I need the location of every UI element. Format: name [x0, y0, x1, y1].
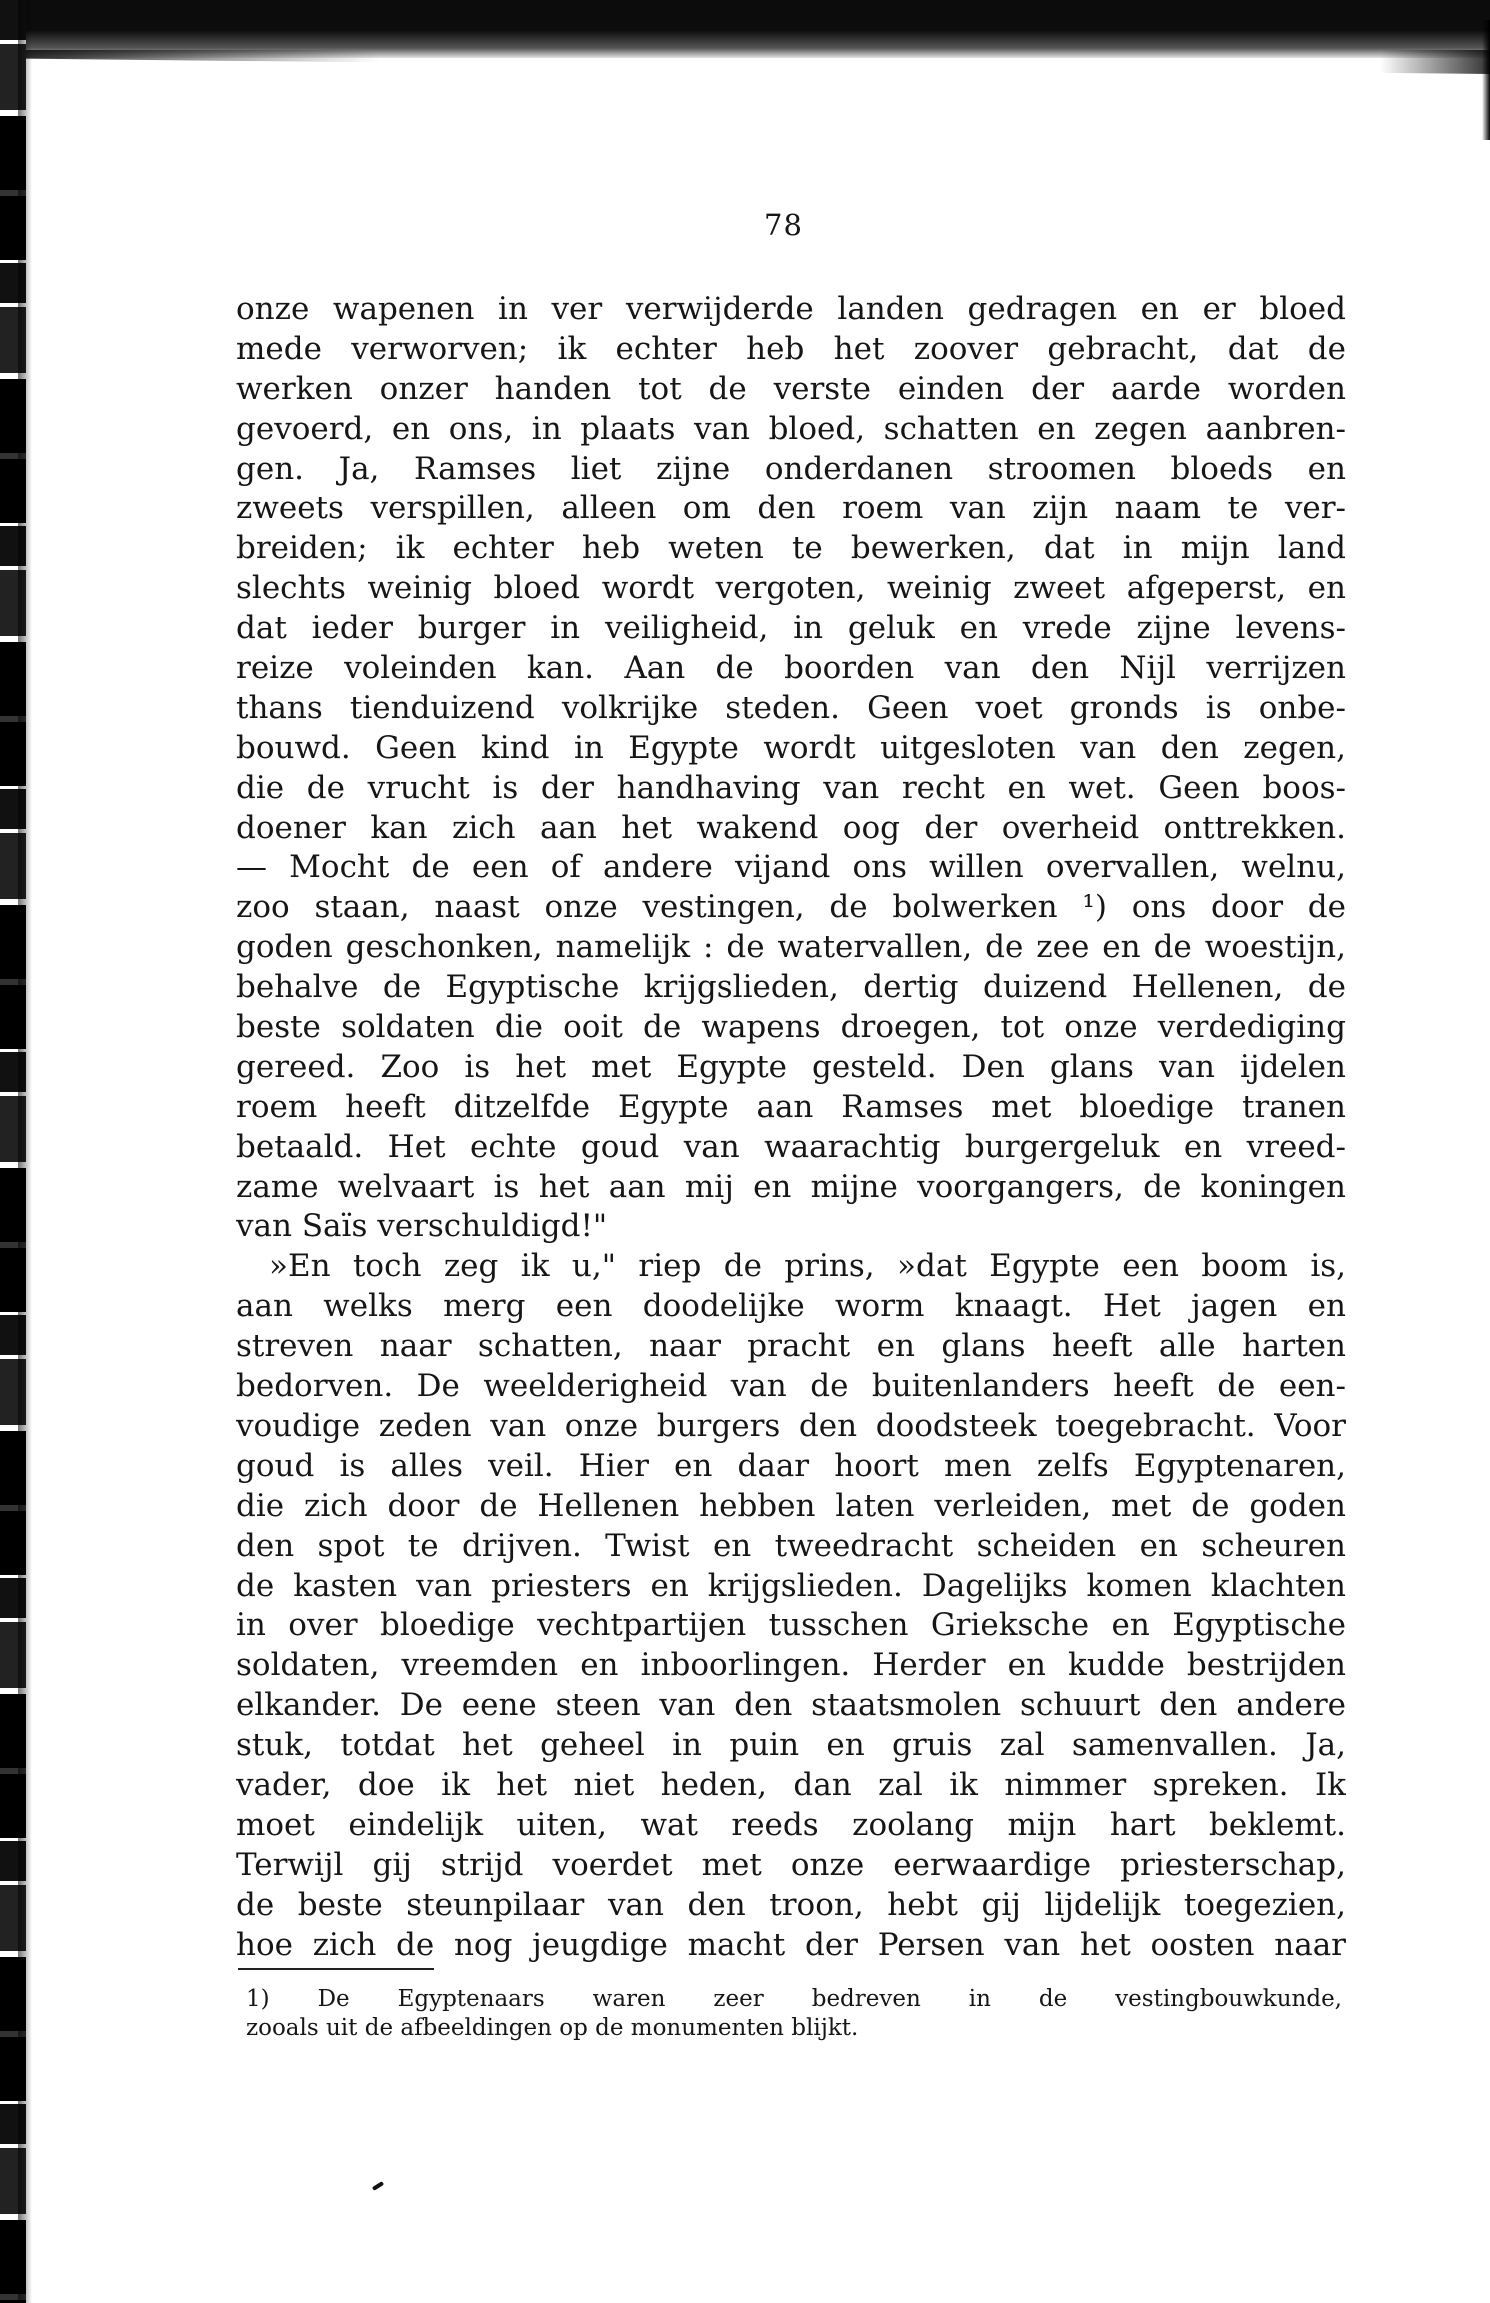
text-line: zame welvaart is het aan mij en mijne voorgangers, de koningen: [236, 1168, 1346, 1205]
text-line: breiden; ik echter heb weten te bewerken, dat in mijn land: [236, 530, 1346, 567]
text-line: slechts weinig bloed wordt vergoten, weinig zweet afgeperst, en: [236, 570, 1346, 607]
text-line: den spot te drijven. Twist en tweedracht scheiden en scheuren: [236, 1527, 1346, 1564]
text-line: »En toch zeg ik u," riep de prins, »dat Egypte een boom is,: [269, 1248, 1346, 1285]
text-line: roem heeft ditzelfde Egypte aan Ramses met bloedige tranen: [236, 1088, 1346, 1125]
text-line: thans tienduizend volkrijke steden. Geen voet gronds is onbe-: [236, 689, 1346, 726]
text-line: zweets verspillen, alleen om den roem van zijn naam te ver-: [236, 490, 1346, 527]
page-number: 78: [764, 208, 803, 242]
text-line: gereed. Zoo is het met Egypte gesteld. Den glans van ijdelen: [236, 1048, 1346, 1085]
text-line: behalve de Egyptische krijgslieden, dertig duizend Hellenen, de: [236, 969, 1346, 1006]
text-line: zoo staan, naast onze vestingen, de bolwerken ¹) ons door de: [236, 889, 1346, 926]
text-line: onze wapenen in ver verwijderde landen gedragen en er bloed: [236, 291, 1346, 327]
text-line: in over bloedige vechtpartijen tusschen Grieksche en Egyptische: [236, 1607, 1346, 1644]
footnote: [246, 1985, 1342, 2043]
text-line: werken onzer handen tot de verste einden der aarde worden: [236, 370, 1346, 407]
text-line: hoe zich de nog jeugdige macht der Persen van het oosten naar: [236, 1926, 1346, 1963]
text-line: goud is alles veil. Hier en daar hoort men zelfs Egyptenaren,: [236, 1447, 1346, 1484]
text-line: vader, doe ik het niet heden, dan zal ik nimmer spreken. Ik: [236, 1766, 1346, 1803]
text-line: dat ieder burger in veiligheid, in geluk en vrede zijne levens-: [236, 610, 1346, 647]
text-line: van Saïs verschuldigd!": [236, 1208, 608, 1245]
footnote-line: zooals uit de afbeeldingen op de monumenten blijkt.: [246, 2015, 859, 2041]
footnote-rule: [238, 1968, 434, 1970]
text-line: gen. Ja, Ramses liet zijne onderdanen stroomen bloeds en: [236, 450, 1346, 487]
text-line: elkander. De eene steen van den staatsmolen schuurt den andere: [236, 1687, 1346, 1724]
scan-left-shadow: [18, 0, 32, 2303]
footnote-line: 1) De Egyptenaars waren zeer bedreven in de vestingbouwkunde,: [246, 1986, 1342, 2012]
scan-top-border: [0, 0, 1490, 58]
ink-speck: [372, 2181, 384, 2191]
text-line: bouwd. Geen kind in Egypte wordt uitgesloten van den zegen,: [236, 729, 1346, 766]
text-line: bedorven. De weelderigheid van de buitenlanders heeft de een-: [236, 1368, 1346, 1405]
scan-right-border: [1482, 20, 1490, 140]
text-line: beste soldaten die ooit de wapens droegen, tot onze verdediging: [236, 1009, 1346, 1046]
scan-top-shadow: [0, 50, 1490, 74]
text-line: moet eindelijk uiten, wat reeds zoolang mijn hart beklemt.: [236, 1806, 1346, 1843]
text-line: voudige zeden van onze burgers den doodsteek toegebracht. Voor: [236, 1407, 1346, 1444]
text-line: die de vrucht is der handhaving van recht en wet. Geen boos-: [236, 769, 1346, 806]
text-line: stuk, totdat het geheel in puin en gruis zal samenvallen. Ja,: [236, 1727, 1346, 1764]
text-line: gevoerd, en ons, in plaats van bloed, schatten en zegen aanbren-: [236, 410, 1346, 447]
text-line: reize voleinden kan. Aan de boorden van den Nijl verrijzen: [236, 650, 1346, 687]
text-line: de kasten van priesters en krijgslieden. Dagelijks komen klachten: [236, 1567, 1346, 1604]
text-line: die zich door de Hellenen hebben laten verleiden, met de goden: [236, 1487, 1346, 1524]
text-line: — Mocht de een of andere vijand ons willen overvallen, welnu,: [236, 849, 1346, 886]
text-line: soldaten, vreemden en inboorlingen. Herder en kudde bestrijden: [236, 1647, 1346, 1684]
text-line: doener kan zich aan het wakend oog der overheid onttrekken.: [236, 809, 1346, 846]
text-line: aan welks merg een doodelijke worm knaagt. Het jagen en: [236, 1288, 1346, 1325]
text-line: Terwijl gij strijd voerdet met onze eerwaardige priesterschap,: [236, 1846, 1346, 1883]
text-line: goden geschonken, namelijk : de watervallen, de zee en de woestijn,: [236, 929, 1346, 966]
body-text: [236, 290, 1346, 1965]
text-line: streven naar schatten, naar pracht en glans heeft alle harten: [236, 1328, 1346, 1365]
text-line: de beste steunpilaar van den troon, hebt gij lijdelijk toegezien,: [236, 1886, 1346, 1923]
text-line: betaald. Het echte goud van waarachtig burgergeluk en vreed-: [236, 1128, 1346, 1165]
text-line: mede verworven; ik echter heb het zoover gebracht, dat de: [236, 330, 1346, 367]
